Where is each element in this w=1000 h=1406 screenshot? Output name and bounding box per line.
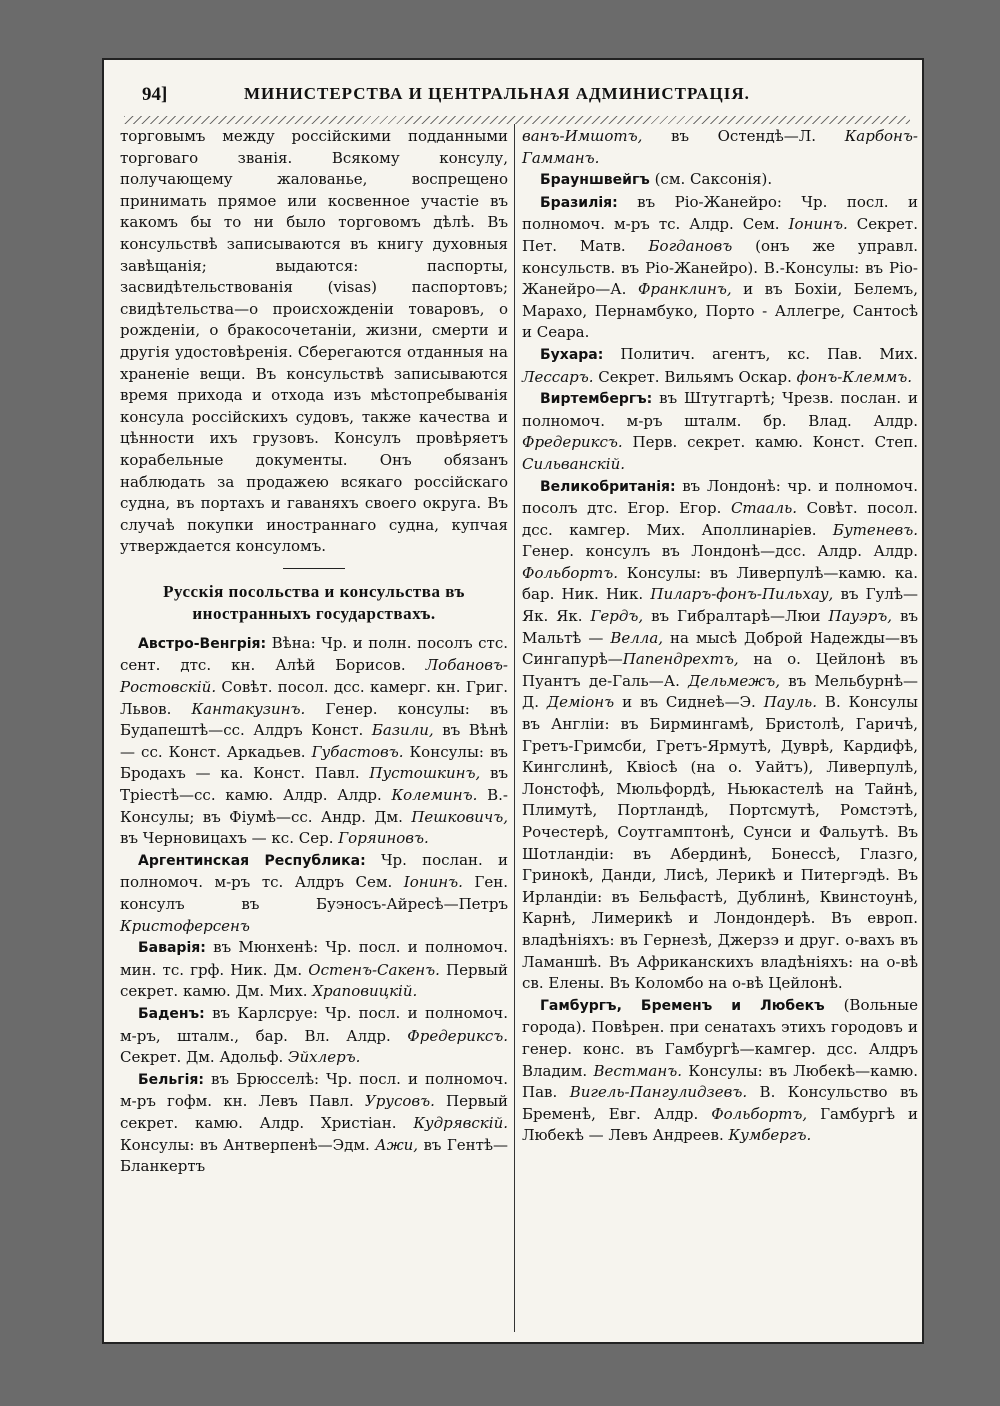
entry-bavaria: Баварія: въ Мюнхенѣ: Чр. посл. и полномоч. мин. тс. грф. Ник. Дм. Остенъ-Сакенъ. Первый секрет. камю. Дм. Мих. Храповицкій.	[120, 938, 508, 1001]
book-page	[102, 58, 924, 1344]
entry-lead: Австро-Венгрія:	[138, 635, 267, 652]
entry-great-britain: Великобританія: въ Лондонѣ: чр. и полномоч. посолъ дтс. Егор. Егор. Стааль. Совѣт. посол. дсс. камгер. Мих. Аполлинаріев. Бутеневъ. Генер. консулъ въ Лондонѣ—дсс. Алдр. Алдр. Фольбортъ. Консулы: въ Ливерпулѣ—камю. ка. бар. Ник. Ник. Пиларъ-фонъ-Пильхау, въ Гулѣ—Як. Як. Гердъ, въ Гибралтарѣ—Люи Пауэръ, въ Мальтѣ — Велла, на мысѣ Доброй Надежды—въ Сингапурѣ—Папендрехтъ, на о. Цейлонѣ въ Пуантъ де-Галь—А. Дельмежъ, въ Мельбурнѣ—Д. Деміонъ и въ Сиднеѣ—Э. Пауль. В. Консулы въ Англіи: въ Бирмингамѣ, Бристолѣ, Гаричѣ, Гретъ-Гримсби, Гретъ-Ярмутѣ, Дуврѣ, Кардифѣ, Кингслинѣ, Квіосѣ (на о. Уайтъ), Ливерпулѣ, Лонстофѣ, Мюльфордѣ, Ньюкастелѣ на Тайнѣ, Плимутѣ, Портландѣ, Портсмутѣ, Ромстэтѣ, Рочестерѣ, Соутгамптонѣ, Сунси и Фальутѣ. Въ Шотландіи: въ Абердинѣ, Бонессѣ, Глазго, Гринокѣ, Данди, Лисѣ, Лерикѣ и Питергэдѣ. Въ Ирландіи: въ Бельфастѣ, Дублинѣ, Квинстоунѣ, Карнѣ, Лимерикѣ и Лондондерѣ. Въ европ. владѣніяхъ: въ Гернезѣ, Джерзэ и друг. о-вахъ въ Ламаншѣ. Въ Африканскихъ владѣніяхъ: на о-вѣ св. Елены. Въ Коломбо на о-вѣ Цейлонѣ.	[522, 476, 919, 993]
entry-lead: Брауншвейгъ	[540, 172, 650, 189]
page-number: 94]	[142, 84, 168, 105]
left-column	[120, 126, 508, 1178]
page-title: МИНИСТЕРСТВА И ЦЕНТРАЛЬНАЯ АДМИНИСТРАЦІЯ.	[244, 84, 750, 103]
entry-lead: Виртембергъ:	[540, 391, 653, 408]
entry-belgium-continued: ванъ-Имшотъ, въ Остендѣ—Л. Карбонъ-Гамманъ.	[522, 127, 918, 167]
entry-argentina: Аргентинская Республика: Чр. послан. и полномоч. м-ръ тс. Алдръ Сем. Іонинъ. Ген. консулъ въ Буэносъ-Айресѣ—Петръ Кристоферсенъ	[120, 850, 509, 935]
entry-bukhara: Бухара: Политич. агентъ, кс. Пав. Мих. Лессаръ. Секрет. Вильямъ Оскар. фонъ-Клеммъ.	[522, 344, 918, 386]
entry-lead: Баденъ:	[138, 1005, 205, 1022]
entry-lead: Бразилія:	[540, 194, 618, 211]
entry-baden: Баденъ: въ Карлсруе: Чр. посл. и полномоч. м-ръ, шталм., бар. Вл. Алдр. Фредериксъ. Секрет. Дм. Адольф. Эйхлеръ.	[120, 1003, 508, 1067]
right-column	[522, 126, 918, 1147]
entry-wurttemberg: Виртембергъ: въ Штутгартѣ; Чрезв. послан. и полномоч. м-ръ шталм. бр. Влад. Алдр. Фредериксъ. Перв. секрет. камю. Конст. Степ. Сильванскій.	[522, 389, 918, 473]
entry-lead: Великобританія:	[540, 478, 676, 495]
entry-lead: Баварія:	[138, 940, 206, 957]
entry-brazil: Бразилія: въ Ріо-Жанейро: Чр. посл. и полномоч. м-ръ тс. Алдр. Сем. Іонинъ. Секрет. Пет. Матв. Богдановъ (онъ же управл. консульств. въ Ріо-Жанейро). В.-Консулы: въ Ріо-Жанейро—А. Франклинъ, и въ Бохіи, Белемъ, Марахо, Пернамбуко, Порто - Аллегре, Сантосѣ и Сеара.	[522, 192, 919, 342]
entry-austria: Австро-Венгрія: Вѣна: Чр. и полн. посолъ стс. сент. дтс. кн. Алѣй Борисов. Лобановъ-Ростовскій. Совѣт. посол. дсс. камерг. кн. Григ. Львов. Кантакузинъ. Генер. консулы: въ Будапештѣ—сс. Алдръ Конст. Базили, въ Вѣнѣ — сс. Конст. Аркадьев. Губастовъ. Консулы: въ Бродахъ — ка. Конст. Павл. Пустошкинъ, въ Тріестѣ—сс. камю. Алдр. Алдр. Колеминъ. В.-Консулы; въ Фіумѣ—сс. Андр. Дм. Пешковичъ, въ Черновицахъ — кс. Сер. Горяиновъ.	[120, 633, 509, 848]
entry-brunswick: Брауншвейгъ (см. Саксонія).	[540, 170, 773, 189]
section-heading: Русскія посольства и консульства въ иностранныхъ государствахъ.	[163, 581, 465, 623]
entry-lead: Бельгія:	[138, 1071, 204, 1088]
entry-lead: Гамбургъ, Бременъ и Любекъ	[540, 997, 825, 1014]
entry-belgium: Бельгія: въ Брюсселѣ: Чр. посл. и полномоч. м-ръ гофм. кн. Левъ Павл. Урусовъ. Первый секрет. камю. Алдр. Христіан. Кудрявскій. Консулы: въ Антверпенѣ—Эдм. Ажи, въ Гентѣ—Бланкертъ	[120, 1069, 509, 1176]
entry-lead: Аргентинская Республика:	[138, 852, 366, 869]
entry-hanseatic-cities: Гамбургъ, Бременъ и Любекъ (Вольные города). Повѣрен. при сенатахъ этихъ городовъ и генер. конс. въ Гамбургѣ—камгер. дсс. Алдръ Владим. Вестманъ. Консулы: въ Любекѣ—камю. Пав. Вигель-Пангулидзевъ. В. Консульство въ Бременѣ, Евг. Алдр. Фольбортъ, Гамбургѣ и Любекѣ — Левъ Андреев. Кумбергъ.	[522, 995, 918, 1145]
column-divider	[514, 124, 515, 1332]
wavy-rule	[124, 116, 910, 124]
intro-paragraph: торговымъ между россійскими подданными торговаго званія. Всякому консулу, получающему жалованье, воспрещено принимать прямое или косвенное участіе въ какомъ бы то ни было торговомъ дѣлѣ. Въ консульствѣ записываются въ книгу духовныя завѣщанія; выдаются: паспорты, засвидѣтельствованія (visas) паспортовъ; свидѣтельства—о происхожденіи товаровъ, о рожденіи, о бракосочетаніи, жизни, смерти и другія удостовѣренія. Сберегаются отданныя на храненіе вещи. Въ консульствѣ записываются время прихода и отхода изъ мѣстопребыванія консула россійскихъ судовъ, также качества и цѣнности ихъ грузовъ. Консулъ провѣряетъ корабельные документы. Онъ обязанъ наблюдать за продажею всякаго россійскаго судна, въ портахъ и гаваняхъ своего округа. Въ случаѣ покупки иностраннаго судна, купчая утверждается консуломъ.	[120, 127, 508, 556]
entry-lead: Бухара:	[540, 346, 604, 363]
running-header	[104, 84, 922, 114]
section-rule	[283, 568, 345, 569]
